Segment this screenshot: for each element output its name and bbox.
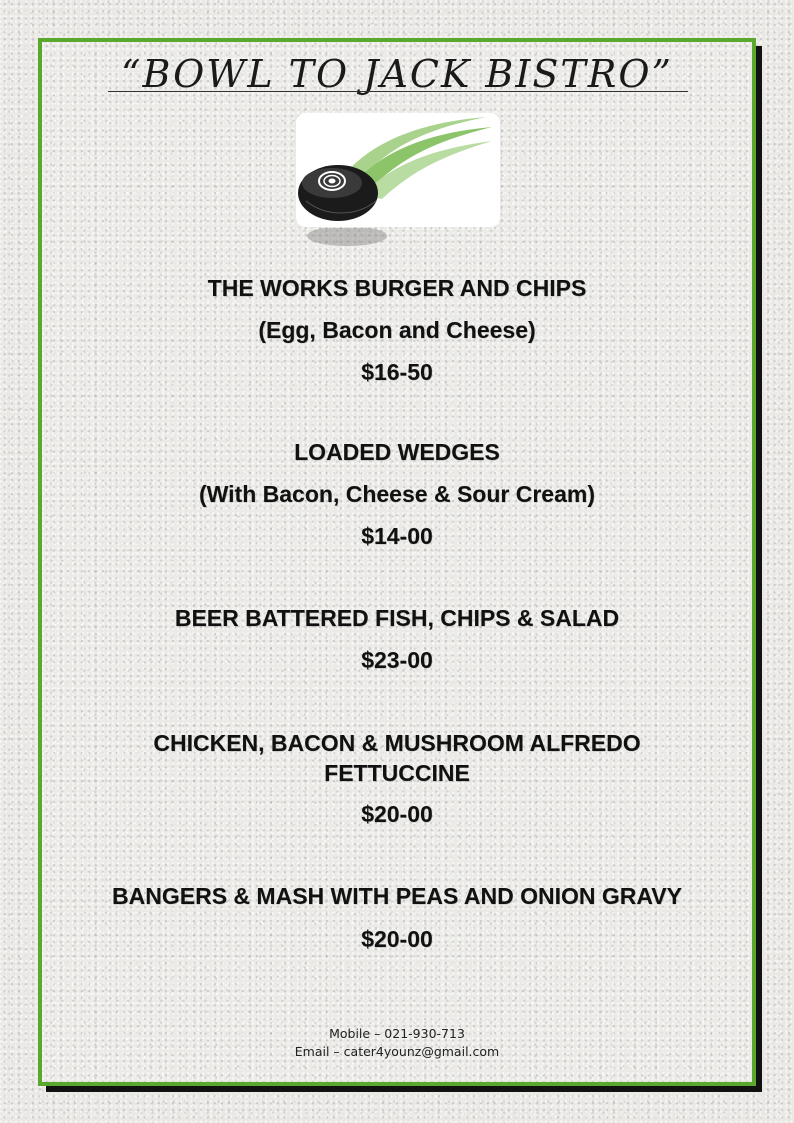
menu-item-price: $20-00 <box>361 801 433 827</box>
menu-item-price: $23-00 <box>361 647 433 673</box>
lawn-bowl-icon <box>296 113 500 227</box>
logo-reflection <box>302 228 392 258</box>
menu-item-price: $14-00 <box>361 523 433 549</box>
menu-frame <box>38 38 756 1086</box>
menu-item-price: $20-00 <box>361 926 433 952</box>
menu-item-name: THE WORKS BURGER AND CHIPS <box>207 275 587 301</box>
menu-item-name: BANGERS & MASH WITH PEAS AND ONION GRAVY <box>112 883 682 909</box>
lawn-bowl-logo <box>296 113 500 227</box>
bistro-title: “BOWL TO JACK BISTRO” <box>121 52 673 96</box>
menu-item-detail: (Egg, Bacon and Cheese) <box>258 317 536 343</box>
menu-item-detail: (With Bacon, Cheese & Sour Cream) <box>199 481 595 507</box>
contact-mobile: Mobile – 021-930-713 <box>329 1026 465 1041</box>
menu-item-name-continued: FETTUCCINE <box>324 760 470 786</box>
menu-item-price: $16-50 <box>361 359 433 385</box>
contact-email: Email – cater4younz@gmail.com <box>294 1044 500 1059</box>
menu-item-name: BEER BATTERED FISH, CHIPS & SALAD <box>174 605 620 631</box>
title-underline <box>108 91 688 92</box>
menu-item-name: LOADED WEDGES <box>294 439 500 465</box>
menu-item-name: CHICKEN, BACON & MUSHROOM ALFREDO <box>153 730 641 756</box>
